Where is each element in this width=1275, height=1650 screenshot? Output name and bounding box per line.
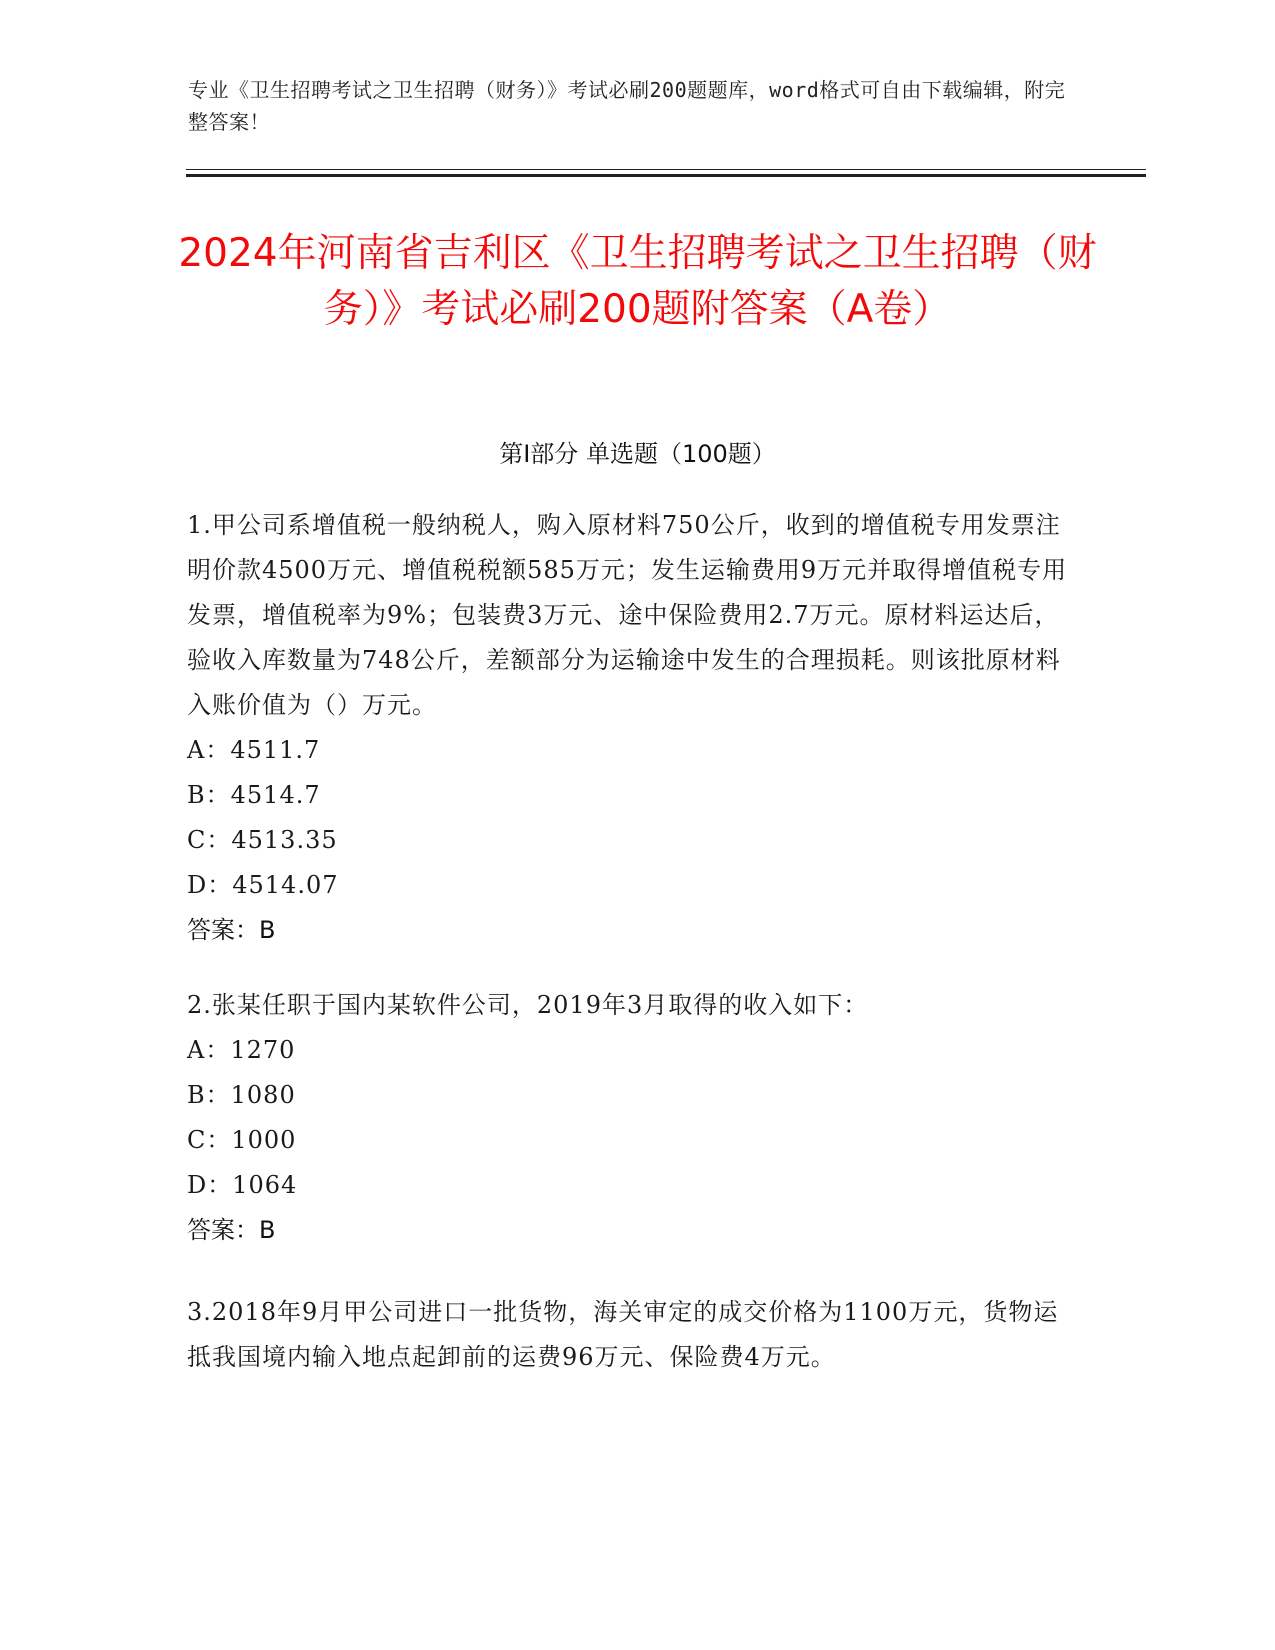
option-a: A：1270: [187, 1036, 296, 1064]
answer: 答案：B: [187, 1216, 276, 1244]
question-1: [187, 503, 1077, 953]
question-stem: 1.甲公司系增值税一般纳税人，购入原材料750公斤，收到的增值税专用发票注明价款4500万元、增值税税额585万元；发生运输费用9万元并取得增值税专用发票，增值税率为9%；包装费3万元、途中保险费用2.7万元。原材料运达后，验收入库数量为748公斤，差额部分为运输途中发生的合理损耗。则该批原材料入账价值为（）万元。: [187, 511, 1068, 719]
header-divider-thin: [186, 169, 1146, 170]
option-b: B：4514.7: [187, 781, 321, 809]
question-2: [187, 983, 1077, 1253]
document-title: 2024年河南省吉利区《卫生招聘考试之卫生招聘（财务）》考试必刷200题附答案（A卷）: [178, 231, 1097, 332]
option-d: D：1064: [187, 1171, 298, 1199]
intro-text: 专业《卫生招聘考试之卫生招聘（财务）》考试必刷200题题库，word格式可自由下载编辑，附完整答案！: [188, 78, 1066, 134]
option-c: C：4513.35: [187, 826, 338, 854]
answer: 答案：B: [187, 916, 276, 944]
question-3: [187, 1290, 1077, 1380]
section-heading: 第I部分 单选题（100题）: [499, 440, 776, 468]
question-stem: 3.2018年9月甲公司进口一批货物，海关审定的成交价格为1100万元，货物运抵我国境内输入地点起卸前的运费96万元、保险费4万元。: [187, 1298, 1059, 1371]
option-a: A：4511.7: [187, 736, 321, 764]
option-c: C：1000: [187, 1126, 297, 1154]
header-divider-thick: [186, 174, 1146, 177]
option-b: B：1080: [187, 1081, 296, 1109]
option-d: D：4514.07: [187, 871, 339, 899]
question-stem: 2.张某任职于国内某软件公司，2019年3月取得的收入如下：: [187, 991, 869, 1019]
